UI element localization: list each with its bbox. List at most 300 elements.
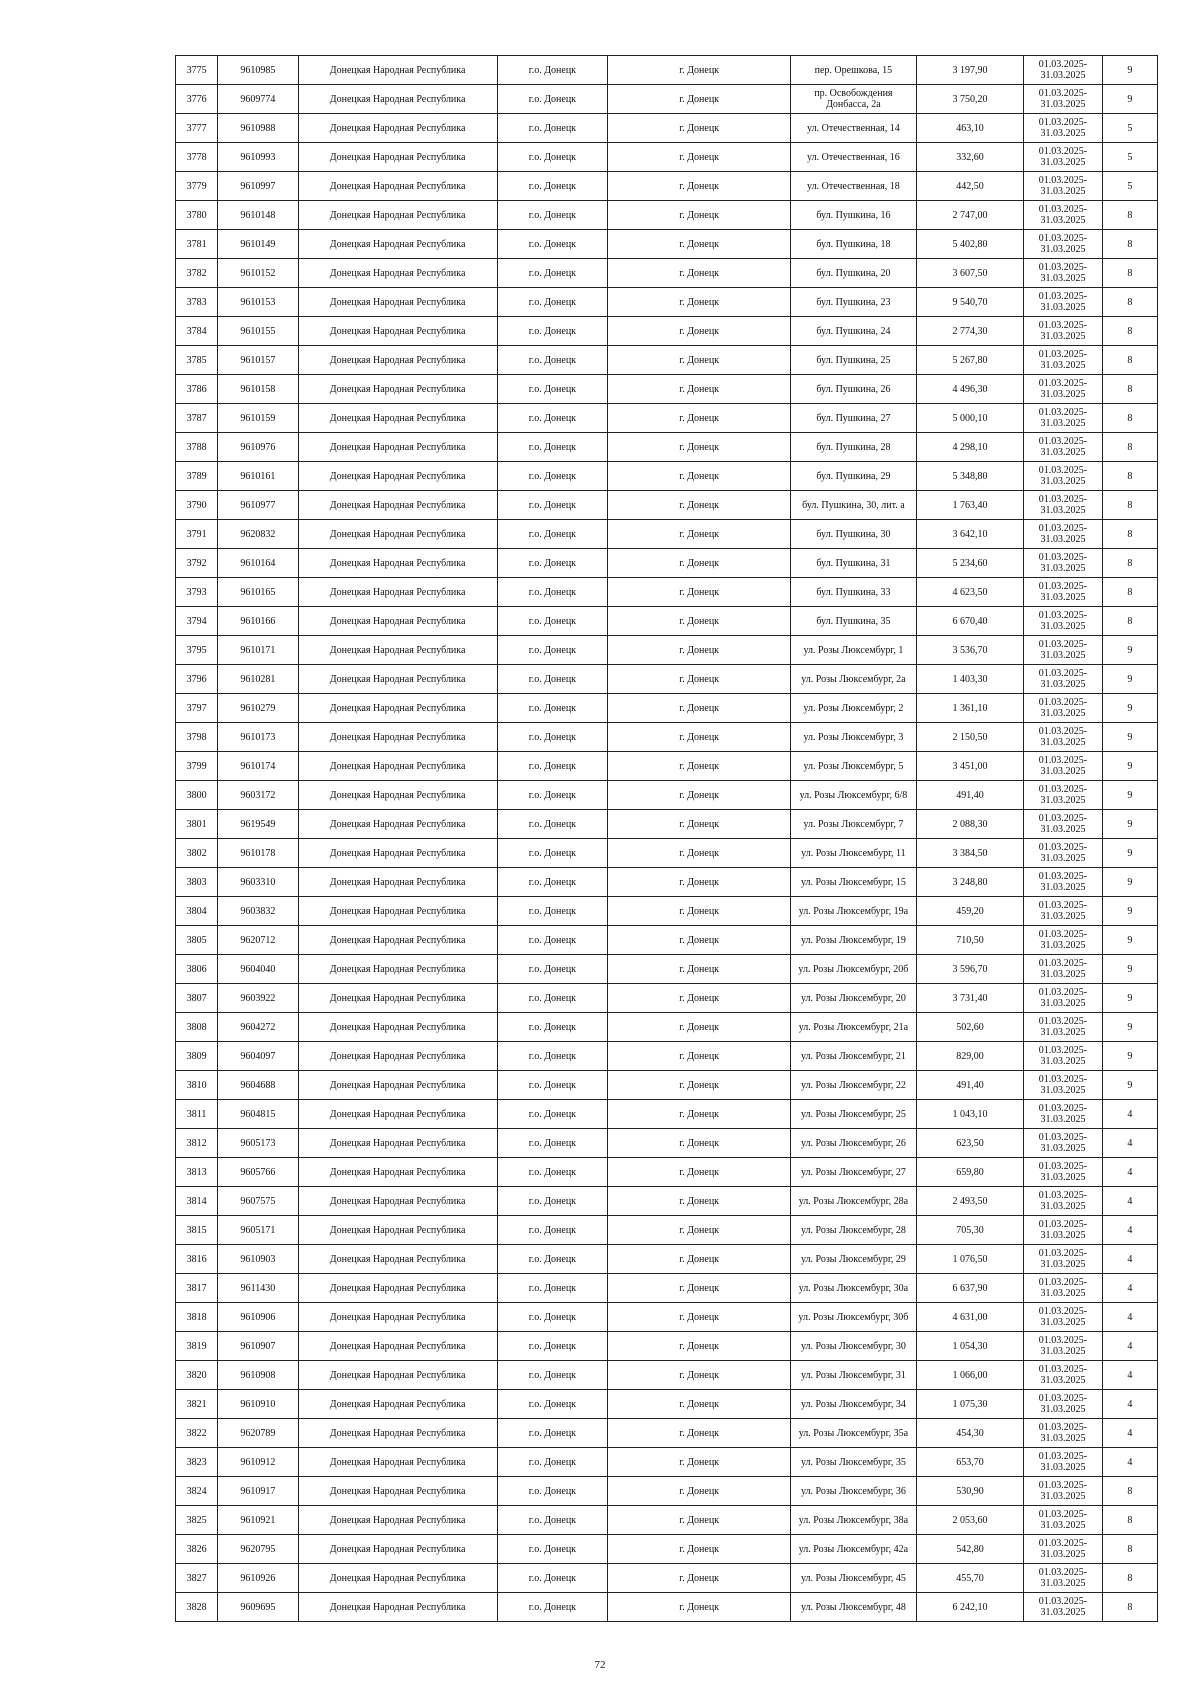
region-cell: Донецкая Народная Республика xyxy=(298,1216,497,1245)
district-cell: г.о. Донецк xyxy=(497,897,608,926)
region-cell: Донецкая Народная Республика xyxy=(298,1274,497,1303)
table-row xyxy=(176,143,1158,172)
region-cell: Донецкая Народная Республика xyxy=(298,404,497,433)
area-cell: 332,60 xyxy=(916,143,1024,172)
count-cell: 9 xyxy=(1102,984,1157,1013)
region-cell: Донецкая Народная Республика xyxy=(298,114,497,143)
object-code-cell: 9604815 xyxy=(218,1100,298,1129)
region-cell: Донецкая Народная Республика xyxy=(298,172,497,201)
period-cell: 01.03.2025-31.03.2025 xyxy=(1024,1506,1102,1535)
row-number-cell: 3803 xyxy=(176,868,218,897)
region-cell: Донецкая Народная Республика xyxy=(298,665,497,694)
table-row xyxy=(176,85,1158,114)
table-row xyxy=(176,1187,1158,1216)
address-cell: ул. Отечественная, 16 xyxy=(791,143,917,172)
district-cell: г.о. Донецк xyxy=(497,1361,608,1390)
table-row xyxy=(176,810,1158,839)
period-cell: 01.03.2025-31.03.2025 xyxy=(1024,404,1102,433)
count-cell: 9 xyxy=(1102,1042,1157,1071)
object-code-cell: 9611430 xyxy=(218,1274,298,1303)
period-cell: 01.03.2025-31.03.2025 xyxy=(1024,520,1102,549)
period-cell: 01.03.2025-31.03.2025 xyxy=(1024,114,1102,143)
table-row xyxy=(176,607,1158,636)
count-cell: 8 xyxy=(1102,346,1157,375)
region-cell: Донецкая Народная Республика xyxy=(298,723,497,752)
count-cell: 9 xyxy=(1102,810,1157,839)
district-cell: г.о. Донецк xyxy=(497,404,608,433)
object-code-cell: 9610157 xyxy=(218,346,298,375)
period-cell: 01.03.2025-31.03.2025 xyxy=(1024,810,1102,839)
area-cell: 3 731,40 xyxy=(916,984,1024,1013)
object-code-cell: 9610985 xyxy=(218,56,298,85)
region-cell: Донецкая Народная Республика xyxy=(298,56,497,85)
region-cell: Донецкая Народная Республика xyxy=(298,201,497,230)
address-cell: ул. Розы Люксембург, 6/8 xyxy=(791,781,917,810)
object-code-cell: 9610977 xyxy=(218,491,298,520)
district-cell: г.о. Донецк xyxy=(497,723,608,752)
district-cell: г.о. Донецк xyxy=(497,462,608,491)
count-cell: 4 xyxy=(1102,1303,1157,1332)
area-cell: 3 607,50 xyxy=(916,259,1024,288)
region-cell: Донецкая Народная Республика xyxy=(298,1129,497,1158)
table-row xyxy=(176,549,1158,578)
district-cell: г.о. Донецк xyxy=(497,665,608,694)
area-cell: 4 496,30 xyxy=(916,375,1024,404)
period-cell: 01.03.2025-31.03.2025 xyxy=(1024,1564,1102,1593)
period-cell: 01.03.2025-31.03.2025 xyxy=(1024,85,1102,114)
city-cell: г. Донецк xyxy=(608,636,791,665)
address-cell: пр. Освобождения Донбасса, 2а xyxy=(791,85,917,114)
city-cell: г. Донецк xyxy=(608,288,791,317)
object-code-cell: 9604040 xyxy=(218,955,298,984)
area-cell: 542,80 xyxy=(916,1535,1024,1564)
city-cell: г. Донецк xyxy=(608,984,791,1013)
area-cell: 6 242,10 xyxy=(916,1593,1024,1622)
district-cell: г.о. Донецк xyxy=(497,201,608,230)
district-cell: г.о. Донецк xyxy=(497,607,608,636)
object-code-cell: 9610178 xyxy=(218,839,298,868)
period-cell: 01.03.2025-31.03.2025 xyxy=(1024,1187,1102,1216)
district-cell: г.о. Донецк xyxy=(497,56,608,85)
city-cell: г. Донецк xyxy=(608,839,791,868)
table-row xyxy=(176,433,1158,462)
address-cell: ул. Розы Люксембург, 5 xyxy=(791,752,917,781)
area-cell: 3 197,90 xyxy=(916,56,1024,85)
district-cell: г.о. Донецк xyxy=(497,375,608,404)
area-cell: 1 054,30 xyxy=(916,1332,1024,1361)
table-row xyxy=(176,955,1158,984)
area-cell: 463,10 xyxy=(916,114,1024,143)
table-row xyxy=(176,781,1158,810)
count-cell: 9 xyxy=(1102,781,1157,810)
area-cell: 5 267,80 xyxy=(916,346,1024,375)
object-code-cell: 9605171 xyxy=(218,1216,298,1245)
table-row xyxy=(176,230,1158,259)
area-cell: 623,50 xyxy=(916,1129,1024,1158)
city-cell: г. Донецк xyxy=(608,1448,791,1477)
table-row xyxy=(176,636,1158,665)
address-cell: ул. Розы Люксембург, 48 xyxy=(791,1593,917,1622)
row-number-cell: 3794 xyxy=(176,607,218,636)
table-row xyxy=(176,1274,1158,1303)
object-code-cell: 9603172 xyxy=(218,781,298,810)
period-cell: 01.03.2025-31.03.2025 xyxy=(1024,230,1102,259)
city-cell: г. Донецк xyxy=(608,1535,791,1564)
district-cell: г.о. Донецк xyxy=(497,810,608,839)
city-cell: г. Донецк xyxy=(608,259,791,288)
count-cell: 4 xyxy=(1102,1274,1157,1303)
city-cell: г. Донецк xyxy=(608,578,791,607)
object-code-cell: 9610152 xyxy=(218,259,298,288)
row-number-cell: 3826 xyxy=(176,1535,218,1564)
period-cell: 01.03.2025-31.03.2025 xyxy=(1024,549,1102,578)
district-cell: г.о. Донецк xyxy=(497,1535,608,1564)
area-cell: 2 053,60 xyxy=(916,1506,1024,1535)
row-number-cell: 3793 xyxy=(176,578,218,607)
district-cell: г.о. Донецк xyxy=(497,752,608,781)
object-code-cell: 9610171 xyxy=(218,636,298,665)
count-cell: 8 xyxy=(1102,1564,1157,1593)
area-cell: 9 540,70 xyxy=(916,288,1024,317)
area-cell: 5 348,80 xyxy=(916,462,1024,491)
address-cell: ул. Розы Люксембург, 35а xyxy=(791,1419,917,1448)
city-cell: г. Донецк xyxy=(608,462,791,491)
object-code-cell: 9605173 xyxy=(218,1129,298,1158)
table-row xyxy=(176,404,1158,433)
address-cell: ул. Розы Люксембург, 36 xyxy=(791,1477,917,1506)
row-number-cell: 3780 xyxy=(176,201,218,230)
object-code-cell: 9620795 xyxy=(218,1535,298,1564)
count-cell: 5 xyxy=(1102,114,1157,143)
count-cell: 8 xyxy=(1102,230,1157,259)
area-cell: 1 076,50 xyxy=(916,1245,1024,1274)
period-cell: 01.03.2025-31.03.2025 xyxy=(1024,1593,1102,1622)
count-cell: 9 xyxy=(1102,955,1157,984)
district-cell: г.о. Донецк xyxy=(497,114,608,143)
city-cell: г. Донецк xyxy=(608,491,791,520)
table-row xyxy=(176,1448,1158,1477)
period-cell: 01.03.2025-31.03.2025 xyxy=(1024,56,1102,85)
district-cell: г.о. Донецк xyxy=(497,1390,608,1419)
table-row xyxy=(176,1158,1158,1187)
district-cell: г.о. Донецк xyxy=(497,85,608,114)
row-number-cell: 3788 xyxy=(176,433,218,462)
address-cell: ул. Розы Люксембург, 28 xyxy=(791,1216,917,1245)
address-cell: ул. Отечественная, 18 xyxy=(791,172,917,201)
region-cell: Донецкая Народная Республика xyxy=(298,607,497,636)
period-cell: 01.03.2025-31.03.2025 xyxy=(1024,578,1102,607)
region-cell: Донецкая Народная Республика xyxy=(298,839,497,868)
address-cell: бул. Пушкина, 35 xyxy=(791,607,917,636)
row-number-cell: 3799 xyxy=(176,752,218,781)
region-cell: Донецкая Народная Республика xyxy=(298,375,497,404)
table-row xyxy=(176,491,1158,520)
region-cell: Донецкая Народная Республика xyxy=(298,1361,497,1390)
count-cell: 9 xyxy=(1102,926,1157,955)
period-cell: 01.03.2025-31.03.2025 xyxy=(1024,781,1102,810)
row-number-cell: 3800 xyxy=(176,781,218,810)
row-number-cell: 3819 xyxy=(176,1332,218,1361)
address-cell: бул. Пушкина, 30 xyxy=(791,520,917,549)
address-cell: ул. Розы Люксембург, 26 xyxy=(791,1129,917,1158)
region-cell: Донецкая Народная Республика xyxy=(298,317,497,346)
address-cell: бул. Пушкина, 30, лит. а xyxy=(791,491,917,520)
city-cell: г. Донецк xyxy=(608,1390,791,1419)
table-row xyxy=(176,723,1158,752)
region-cell: Донецкая Народная Республика xyxy=(298,1564,497,1593)
period-cell: 01.03.2025-31.03.2025 xyxy=(1024,1158,1102,1187)
area-cell: 5 402,80 xyxy=(916,230,1024,259)
row-number-cell: 3817 xyxy=(176,1274,218,1303)
region-cell: Донецкая Народная Республика xyxy=(298,1245,497,1274)
district-cell: г.о. Донецк xyxy=(497,259,608,288)
row-number-cell: 3791 xyxy=(176,520,218,549)
period-cell: 01.03.2025-31.03.2025 xyxy=(1024,694,1102,723)
area-cell: 5 000,10 xyxy=(916,404,1024,433)
row-number-cell: 3816 xyxy=(176,1245,218,1274)
address-cell: ул. Розы Люксембург, 19а xyxy=(791,897,917,926)
count-cell: 4 xyxy=(1102,1332,1157,1361)
row-number-cell: 3814 xyxy=(176,1187,218,1216)
address-cell: ул. Розы Люксембург, 2 xyxy=(791,694,917,723)
table-row xyxy=(176,1216,1158,1245)
period-cell: 01.03.2025-31.03.2025 xyxy=(1024,868,1102,897)
address-cell: ул. Розы Люксембург, 11 xyxy=(791,839,917,868)
count-cell: 8 xyxy=(1102,607,1157,636)
region-cell: Донецкая Народная Республика xyxy=(298,578,497,607)
count-cell: 8 xyxy=(1102,520,1157,549)
city-cell: г. Донецк xyxy=(608,85,791,114)
period-cell: 01.03.2025-31.03.2025 xyxy=(1024,1013,1102,1042)
region-cell: Донецкая Народная Республика xyxy=(298,143,497,172)
region-cell: Донецкая Народная Республика xyxy=(298,1506,497,1535)
count-cell: 4 xyxy=(1102,1419,1157,1448)
object-code-cell: 9610921 xyxy=(218,1506,298,1535)
period-cell: 01.03.2025-31.03.2025 xyxy=(1024,1332,1102,1361)
area-cell: 659,80 xyxy=(916,1158,1024,1187)
district-cell: г.о. Донецк xyxy=(497,433,608,462)
count-cell: 4 xyxy=(1102,1448,1157,1477)
object-code-cell: 9610917 xyxy=(218,1477,298,1506)
object-code-cell: 9610174 xyxy=(218,752,298,781)
row-number-cell: 3823 xyxy=(176,1448,218,1477)
object-code-cell: 9610910 xyxy=(218,1390,298,1419)
area-cell: 3 536,70 xyxy=(916,636,1024,665)
table-row xyxy=(176,114,1158,143)
area-cell: 4 298,10 xyxy=(916,433,1024,462)
row-number-cell: 3820 xyxy=(176,1361,218,1390)
object-code-cell: 9610165 xyxy=(218,578,298,607)
area-cell: 2 493,50 xyxy=(916,1187,1024,1216)
table-row xyxy=(176,578,1158,607)
count-cell: 9 xyxy=(1102,85,1157,114)
period-cell: 01.03.2025-31.03.2025 xyxy=(1024,259,1102,288)
city-cell: г. Донецк xyxy=(608,955,791,984)
district-cell: г.о. Донецк xyxy=(497,520,608,549)
area-cell: 829,00 xyxy=(916,1042,1024,1071)
city-cell: г. Донецк xyxy=(608,114,791,143)
row-number-cell: 3807 xyxy=(176,984,218,1013)
table-row xyxy=(176,1071,1158,1100)
row-number-cell: 3827 xyxy=(176,1564,218,1593)
address-cell: ул. Розы Люксембург, 38а xyxy=(791,1506,917,1535)
region-cell: Донецкая Народная Республика xyxy=(298,1158,497,1187)
city-cell: г. Донецк xyxy=(608,1158,791,1187)
address-cell: бул. Пушкина, 25 xyxy=(791,346,917,375)
region-cell: Донецкая Народная Республика xyxy=(298,1332,497,1361)
row-number-cell: 3795 xyxy=(176,636,218,665)
count-cell: 8 xyxy=(1102,1593,1157,1622)
area-cell: 1 403,30 xyxy=(916,665,1024,694)
address-cell: бул. Пушкина, 33 xyxy=(791,578,917,607)
district-cell: г.о. Донецк xyxy=(497,955,608,984)
row-number-cell: 3828 xyxy=(176,1593,218,1622)
region-cell: Донецкая Народная Республика xyxy=(298,694,497,723)
area-cell: 442,50 xyxy=(916,172,1024,201)
object-code-cell: 9610993 xyxy=(218,143,298,172)
row-number-cell: 3801 xyxy=(176,810,218,839)
city-cell: г. Донецк xyxy=(608,926,791,955)
area-cell: 2 747,00 xyxy=(916,201,1024,230)
city-cell: г. Донецк xyxy=(608,1042,791,1071)
table-row xyxy=(176,1506,1158,1535)
area-cell: 705,30 xyxy=(916,1216,1024,1245)
row-number-cell: 3804 xyxy=(176,897,218,926)
count-cell: 8 xyxy=(1102,433,1157,462)
period-cell: 01.03.2025-31.03.2025 xyxy=(1024,1477,1102,1506)
address-cell: ул. Розы Люксембург, 2а xyxy=(791,665,917,694)
table-row xyxy=(176,1013,1158,1042)
count-cell: 8 xyxy=(1102,578,1157,607)
address-cell: ул. Розы Люксембург, 31 xyxy=(791,1361,917,1390)
city-cell: г. Донецк xyxy=(608,1100,791,1129)
region-cell: Донецкая Народная Республика xyxy=(298,1535,497,1564)
period-cell: 01.03.2025-31.03.2025 xyxy=(1024,984,1102,1013)
address-cell: ул. Розы Люксембург, 30 xyxy=(791,1332,917,1361)
table-row xyxy=(176,1245,1158,1274)
city-cell: г. Донецк xyxy=(608,56,791,85)
district-cell: г.о. Донецк xyxy=(497,1448,608,1477)
count-cell: 9 xyxy=(1102,694,1157,723)
count-cell: 8 xyxy=(1102,491,1157,520)
count-cell: 8 xyxy=(1102,201,1157,230)
period-cell: 01.03.2025-31.03.2025 xyxy=(1024,1274,1102,1303)
region-cell: Донецкая Народная Республика xyxy=(298,984,497,1013)
address-cell: ул. Розы Люксембург, 1 xyxy=(791,636,917,665)
period-cell: 01.03.2025-31.03.2025 xyxy=(1024,839,1102,868)
page-number: 72 xyxy=(594,1659,606,1671)
district-cell: г.о. Донецк xyxy=(497,346,608,375)
city-cell: г. Донецк xyxy=(608,723,791,752)
table-row xyxy=(176,1535,1158,1564)
object-code-cell: 9610153 xyxy=(218,288,298,317)
district-cell: г.о. Донецк xyxy=(497,230,608,259)
object-code-cell: 9610173 xyxy=(218,723,298,752)
region-cell: Донецкая Народная Республика xyxy=(298,1100,497,1129)
object-code-cell: 9610161 xyxy=(218,462,298,491)
count-cell: 9 xyxy=(1102,636,1157,665)
table-row xyxy=(176,1390,1158,1419)
period-cell: 01.03.2025-31.03.2025 xyxy=(1024,897,1102,926)
address-cell: ул. Розы Люксембург, 20б xyxy=(791,955,917,984)
row-number-cell: 3810 xyxy=(176,1071,218,1100)
district-cell: г.о. Донецк xyxy=(497,1245,608,1274)
table-body xyxy=(176,56,1158,1622)
period-cell: 01.03.2025-31.03.2025 xyxy=(1024,607,1102,636)
district-cell: г.о. Донецк xyxy=(497,317,608,346)
district-cell: г.о. Донецк xyxy=(497,1216,608,1245)
address-cell: ул. Розы Люксембург, 22 xyxy=(791,1071,917,1100)
region-cell: Донецкая Народная Республика xyxy=(298,1419,497,1448)
object-code-cell: 9610149 xyxy=(218,230,298,259)
district-cell: г.о. Донецк xyxy=(497,636,608,665)
row-number-cell: 3815 xyxy=(176,1216,218,1245)
city-cell: г. Донецк xyxy=(608,172,791,201)
row-number-cell: 3805 xyxy=(176,926,218,955)
area-cell: 3 642,10 xyxy=(916,520,1024,549)
region-cell: Донецкая Народная Республика xyxy=(298,781,497,810)
district-cell: г.о. Донецк xyxy=(497,1506,608,1535)
registry-table xyxy=(175,55,1158,1622)
district-cell: г.о. Донецк xyxy=(497,694,608,723)
table-row xyxy=(176,172,1158,201)
area-cell: 454,30 xyxy=(916,1419,1024,1448)
count-cell: 5 xyxy=(1102,172,1157,201)
city-cell: г. Донецк xyxy=(608,1303,791,1332)
period-cell: 01.03.2025-31.03.2025 xyxy=(1024,1448,1102,1477)
area-cell: 3 248,80 xyxy=(916,868,1024,897)
district-cell: г.о. Донецк xyxy=(497,143,608,172)
city-cell: г. Донецк xyxy=(608,201,791,230)
area-cell: 1 066,00 xyxy=(916,1361,1024,1390)
table-row xyxy=(176,462,1158,491)
area-cell: 455,70 xyxy=(916,1564,1024,1593)
object-code-cell: 9610912 xyxy=(218,1448,298,1477)
table-row xyxy=(176,665,1158,694)
table-row xyxy=(176,1332,1158,1361)
address-cell: ул. Розы Люксембург, 27 xyxy=(791,1158,917,1187)
district-cell: г.о. Донецк xyxy=(497,1303,608,1332)
period-cell: 01.03.2025-31.03.2025 xyxy=(1024,491,1102,520)
count-cell: 9 xyxy=(1102,1071,1157,1100)
object-code-cell: 9610903 xyxy=(218,1245,298,1274)
table-row xyxy=(176,1477,1158,1506)
row-number-cell: 3798 xyxy=(176,723,218,752)
region-cell: Донецкая Народная Республика xyxy=(298,955,497,984)
period-cell: 01.03.2025-31.03.2025 xyxy=(1024,1100,1102,1129)
address-cell: ул. Розы Люксембург, 15 xyxy=(791,868,917,897)
district-cell: г.о. Донецк xyxy=(497,1564,608,1593)
row-number-cell: 3792 xyxy=(176,549,218,578)
row-number-cell: 3777 xyxy=(176,114,218,143)
city-cell: г. Донецк xyxy=(608,433,791,462)
object-code-cell: 9610281 xyxy=(218,665,298,694)
city-cell: г. Донецк xyxy=(608,665,791,694)
address-cell: ул. Розы Люксембург, 7 xyxy=(791,810,917,839)
address-cell: бул. Пушкина, 20 xyxy=(791,259,917,288)
period-cell: 01.03.2025-31.03.2025 xyxy=(1024,752,1102,781)
city-cell: г. Донецк xyxy=(608,1187,791,1216)
period-cell: 01.03.2025-31.03.2025 xyxy=(1024,1390,1102,1419)
table-row xyxy=(176,317,1158,346)
table-row xyxy=(176,1564,1158,1593)
district-cell: г.о. Донецк xyxy=(497,839,608,868)
city-cell: г. Донецк xyxy=(608,520,791,549)
region-cell: Донецкая Народная Республика xyxy=(298,230,497,259)
district-cell: г.о. Донецк xyxy=(497,1013,608,1042)
region-cell: Донецкая Народная Республика xyxy=(298,433,497,462)
city-cell: г. Донецк xyxy=(608,1071,791,1100)
